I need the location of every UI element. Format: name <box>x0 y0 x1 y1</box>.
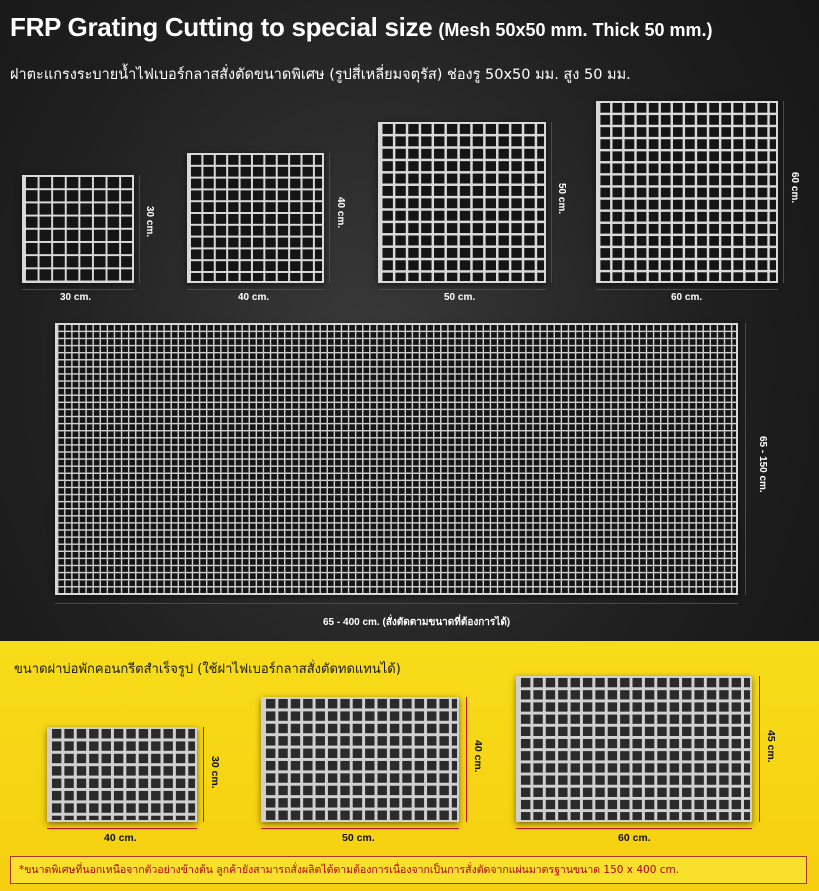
dimension-line-50x40-w <box>261 828 459 829</box>
height-label-30: 30 cm. <box>144 206 155 238</box>
height-label-60x45: 45 cm. <box>765 730 777 763</box>
height-label-60: 60 cm. <box>789 172 800 204</box>
subtitle-thai: ฝาตะแกรงระบายน้ำไฟเบอร์กลาสสั่งตัดขนาดพิเศษ (รูปสี่เหลี่ยมจตุรัส) ช่องรู 50x50 มม. สูง 50 มม. <box>10 67 631 83</box>
dimension-line-large-h <box>745 323 746 595</box>
dimension-line-50-w <box>378 289 546 290</box>
dimension-line-50x40-h <box>466 697 467 822</box>
width-label-30: 30 cm. <box>60 292 92 303</box>
page-title <box>10 12 713 43</box>
dimension-line-30-h <box>139 175 140 283</box>
height-label-40x30: 30 cm. <box>209 756 221 789</box>
height-label-50: 50 cm. <box>556 183 567 215</box>
width-label-large: 65 - 400 cm. (สั่งตัดตามขนาดที่ต้องการได้) <box>323 617 511 628</box>
width-label-40: 40 cm. <box>238 292 270 303</box>
title-main: FRP Grating Cutting to special size <box>10 12 433 42</box>
grating-60x45 <box>516 676 752 822</box>
grating-40x40 <box>187 153 324 283</box>
dimension-line-60-h <box>783 101 784 283</box>
width-label-50x40: 50 cm. <box>342 832 375 844</box>
footnote: *ขนาดพิเศษที่นอกเหนือจากตัวอย่างข้างต้น ลูกค้ายังสามารถสั่งผลิตได้ตามต้องการเนื่องจากเป็นการสั่งตัดจากแผ่นมาตรฐานขนาด 150 x 400 cm. <box>10 856 807 884</box>
title-spec: (Mesh 50x50 mm. Thick 50 mm.) <box>438 20 713 40</box>
dimension-line-large-w <box>55 603 738 604</box>
grating-40x30 <box>47 727 197 822</box>
dimension-line-60x45-w <box>516 828 752 829</box>
dimension-line-30-w <box>22 289 134 290</box>
dimension-line-60x45-h <box>759 676 760 822</box>
width-label-60x45: 60 cm. <box>618 832 651 844</box>
width-label-60: 60 cm. <box>671 292 703 303</box>
grating-50x50 <box>378 122 546 283</box>
dimension-line-40x30-w <box>47 828 197 829</box>
height-label-large: 65 - 150 cm. <box>757 436 768 493</box>
grating-50x40 <box>261 697 459 822</box>
dimension-line-40-h <box>329 153 330 283</box>
height-label-40: 40 cm. <box>335 197 346 229</box>
grating-large-panel <box>55 323 738 595</box>
dimension-line-40-w <box>187 289 324 290</box>
dimension-line-40x30-h <box>203 727 204 822</box>
ready-section-title: ขนาดฝาบ่อพักคอนกรีตสำเร็จรูป (ใช้ฝาไฟเบอร์กลาสสั่งตัดทดแทนได้) <box>14 662 401 677</box>
dimension-line-50-h <box>551 122 552 283</box>
width-label-50: 50 cm. <box>444 292 476 303</box>
dimension-line-60-w <box>596 289 778 290</box>
width-label-40x30: 40 cm. <box>104 832 137 844</box>
grating-30x30 <box>22 175 134 283</box>
grating-60x60 <box>596 101 778 283</box>
height-label-50x40: 40 cm. <box>472 740 484 773</box>
